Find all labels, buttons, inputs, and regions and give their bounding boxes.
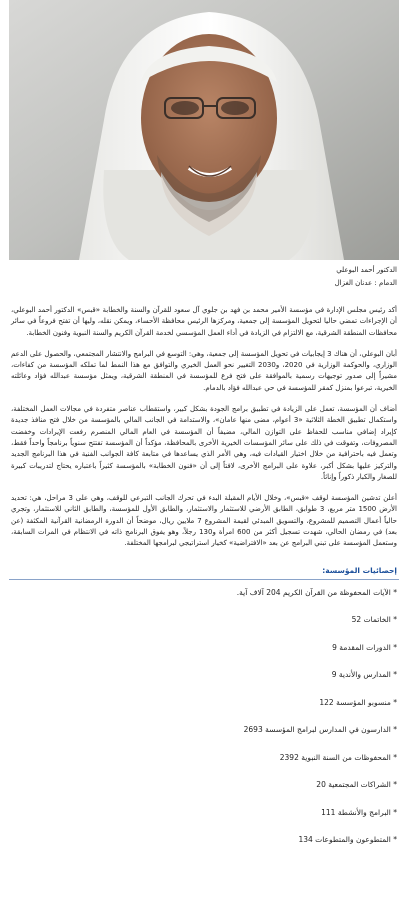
article-paragraph: أعلن تدشين المؤسسة لوقف «قبس»، وخلال الأيام المقبلة البدء في تحرك الجانب التبرعي للوقف، وهي على 3 مراحل، هي: تحديد الأرض 1500 متر مربع، 3 طوابق، الطابق الأرضي للاستثمار والاستثمار، والطابق الأول للمؤسسة، والطابق الثاني للاستثمار، وتجري حالياً أعمال التصميم للمشروع، والتسويق المبدئي لقيمة المشروع 7 ملايين ريال، موضحاً أن الدورة الرمضانية القرآنية المكثفة (عن بعد) في رمضان الحالي، شهدت تسجيل أكثر من 600 امرأة و130 رجلاً، وهو يفوق البرنامج ذاته في الانتظام في المرات السابقة، وستعمل المؤسسة على تبني البرامج عن بعد «الافتراضية» كخيار استراتيجي لبرامجها المختلفة.	[11, 494, 398, 548]
stats-item: * الخاتمات 52	[351, 615, 397, 625]
stats-item: * البرامج والأنشطة 111	[321, 807, 397, 817]
stats-item: * المدارس والأندية 9	[331, 670, 397, 680]
caption-person-name: الدكتور أحمد البوعلي	[336, 266, 397, 274]
photo-caption	[9, 266, 399, 292]
article-paragraph: أضاف أن المؤسسة، تعمل على الزيادة في تطبيق برامج الجودة بشكل كبير، واستقطاب عناصر متفردة في مجالات العمل المختلفة، واستكمال تطبيق الخطة الثلاثية «3 أعوام، مضى منها عامان»، والاستدامة في الجانب المالي بالمؤسسة من خلال فتح منافذ جديدة كإيراد إضافي مناسب للحفاظ على التوازن المالي، مضيفاً أن المؤسسة في العام المالي المنصرم رفعت الإيرادات وخفضت المصروفات، وتفوقت في ذلك على سائر المؤسسات الخيرية الأخرى بالمحافظة، مؤكداً أن المؤسسة تفتتح سنوياً برنامجاً واحداً فقط، وتعمل فيه باحترافية من خلال اختيار القيادات فيه، وهي الأمر الذي يساعدها في متابعة كافة الجوانب الفنية في هذا البرنامج الجديد والتركيز عليها بشكل أكبر، علاوة على البرامج الأخرى، لافتاً إلى أن «فنون الخطابة» بالمؤسسة كثيراً باعتباره يحتاج لتدريبات كبيرة للصغار والكبار ذكوراً وإناثاً.	[11, 405, 397, 481]
caption-reporter: الدمام : عدنان الغزال	[334, 279, 397, 287]
article-paragraph: أبان البوعلي، أن هناك 3 إيجابيات في تحويل المؤسسة إلى جمعية، وهي: التوسع في البرامج والانتشار المجتمعي، والحصول على الدعم الوزاري، والحوكمة الوزارية في 2020، و2030 التغيير نحو العمل الخيري والتوافق مع هذا النمط لما تملكه المؤسسة من كفاءات، مشيراً إلى صدور توجيهات رسمية بالموافقة على فتح فرع للمؤسسة في المنطقة الشرقية، ويمثل مؤسسة عبدالله فؤاد وعائلته الخيرية، تبرعوا بمنزل كمقر للمؤسسة في حي عبدالله فؤاد بالدمام.	[11, 349, 398, 392]
stats-item: * الدورات المقدمة 9	[332, 642, 397, 652]
stats-item: * منسوبو المؤسسة 122	[319, 697, 397, 707]
portrait-photo	[9, 0, 399, 260]
stats-heading: إحصائيات المؤسسة:	[9, 566, 399, 580]
stats-list	[9, 588, 399, 863]
stats-item: * الشراكات المجتمعية 20	[316, 780, 397, 790]
article-paragraph: أكد رئيس مجلس الإدارة في مؤسسة الأمير محمد بن فهد بن جلوي آل سعود للقرآن والسنة والخطابة «قبس» الدكتور أحمد البوعلي، أن الإجراءات تمضي حاليا لتحويل المؤسسة إلى جمعية، ومركزها الرئيس محافظة الأحساء، ويمكن نقله، وليها أن تفتح فروعاً في سائر محافظات المنطقة الشرقية، مع الالتزام في الزيادة في أداء العمل المؤسسي لخدمة القرآن الكريم والسنة النبوية وفنون الخطابة.	[11, 306, 397, 337]
stats-item: * الآيات المحفوظة من القرآن الكريم 204 آلاف آية.	[236, 587, 397, 597]
stats-item: * المتطوعون والمتطوعات 134	[298, 835, 397, 845]
stats-item: * الدارسون في المدارس لبرامج المؤسسة 2693	[243, 725, 397, 735]
stats-item: * المحفوظات من السنة النبوية 2392	[279, 752, 397, 762]
